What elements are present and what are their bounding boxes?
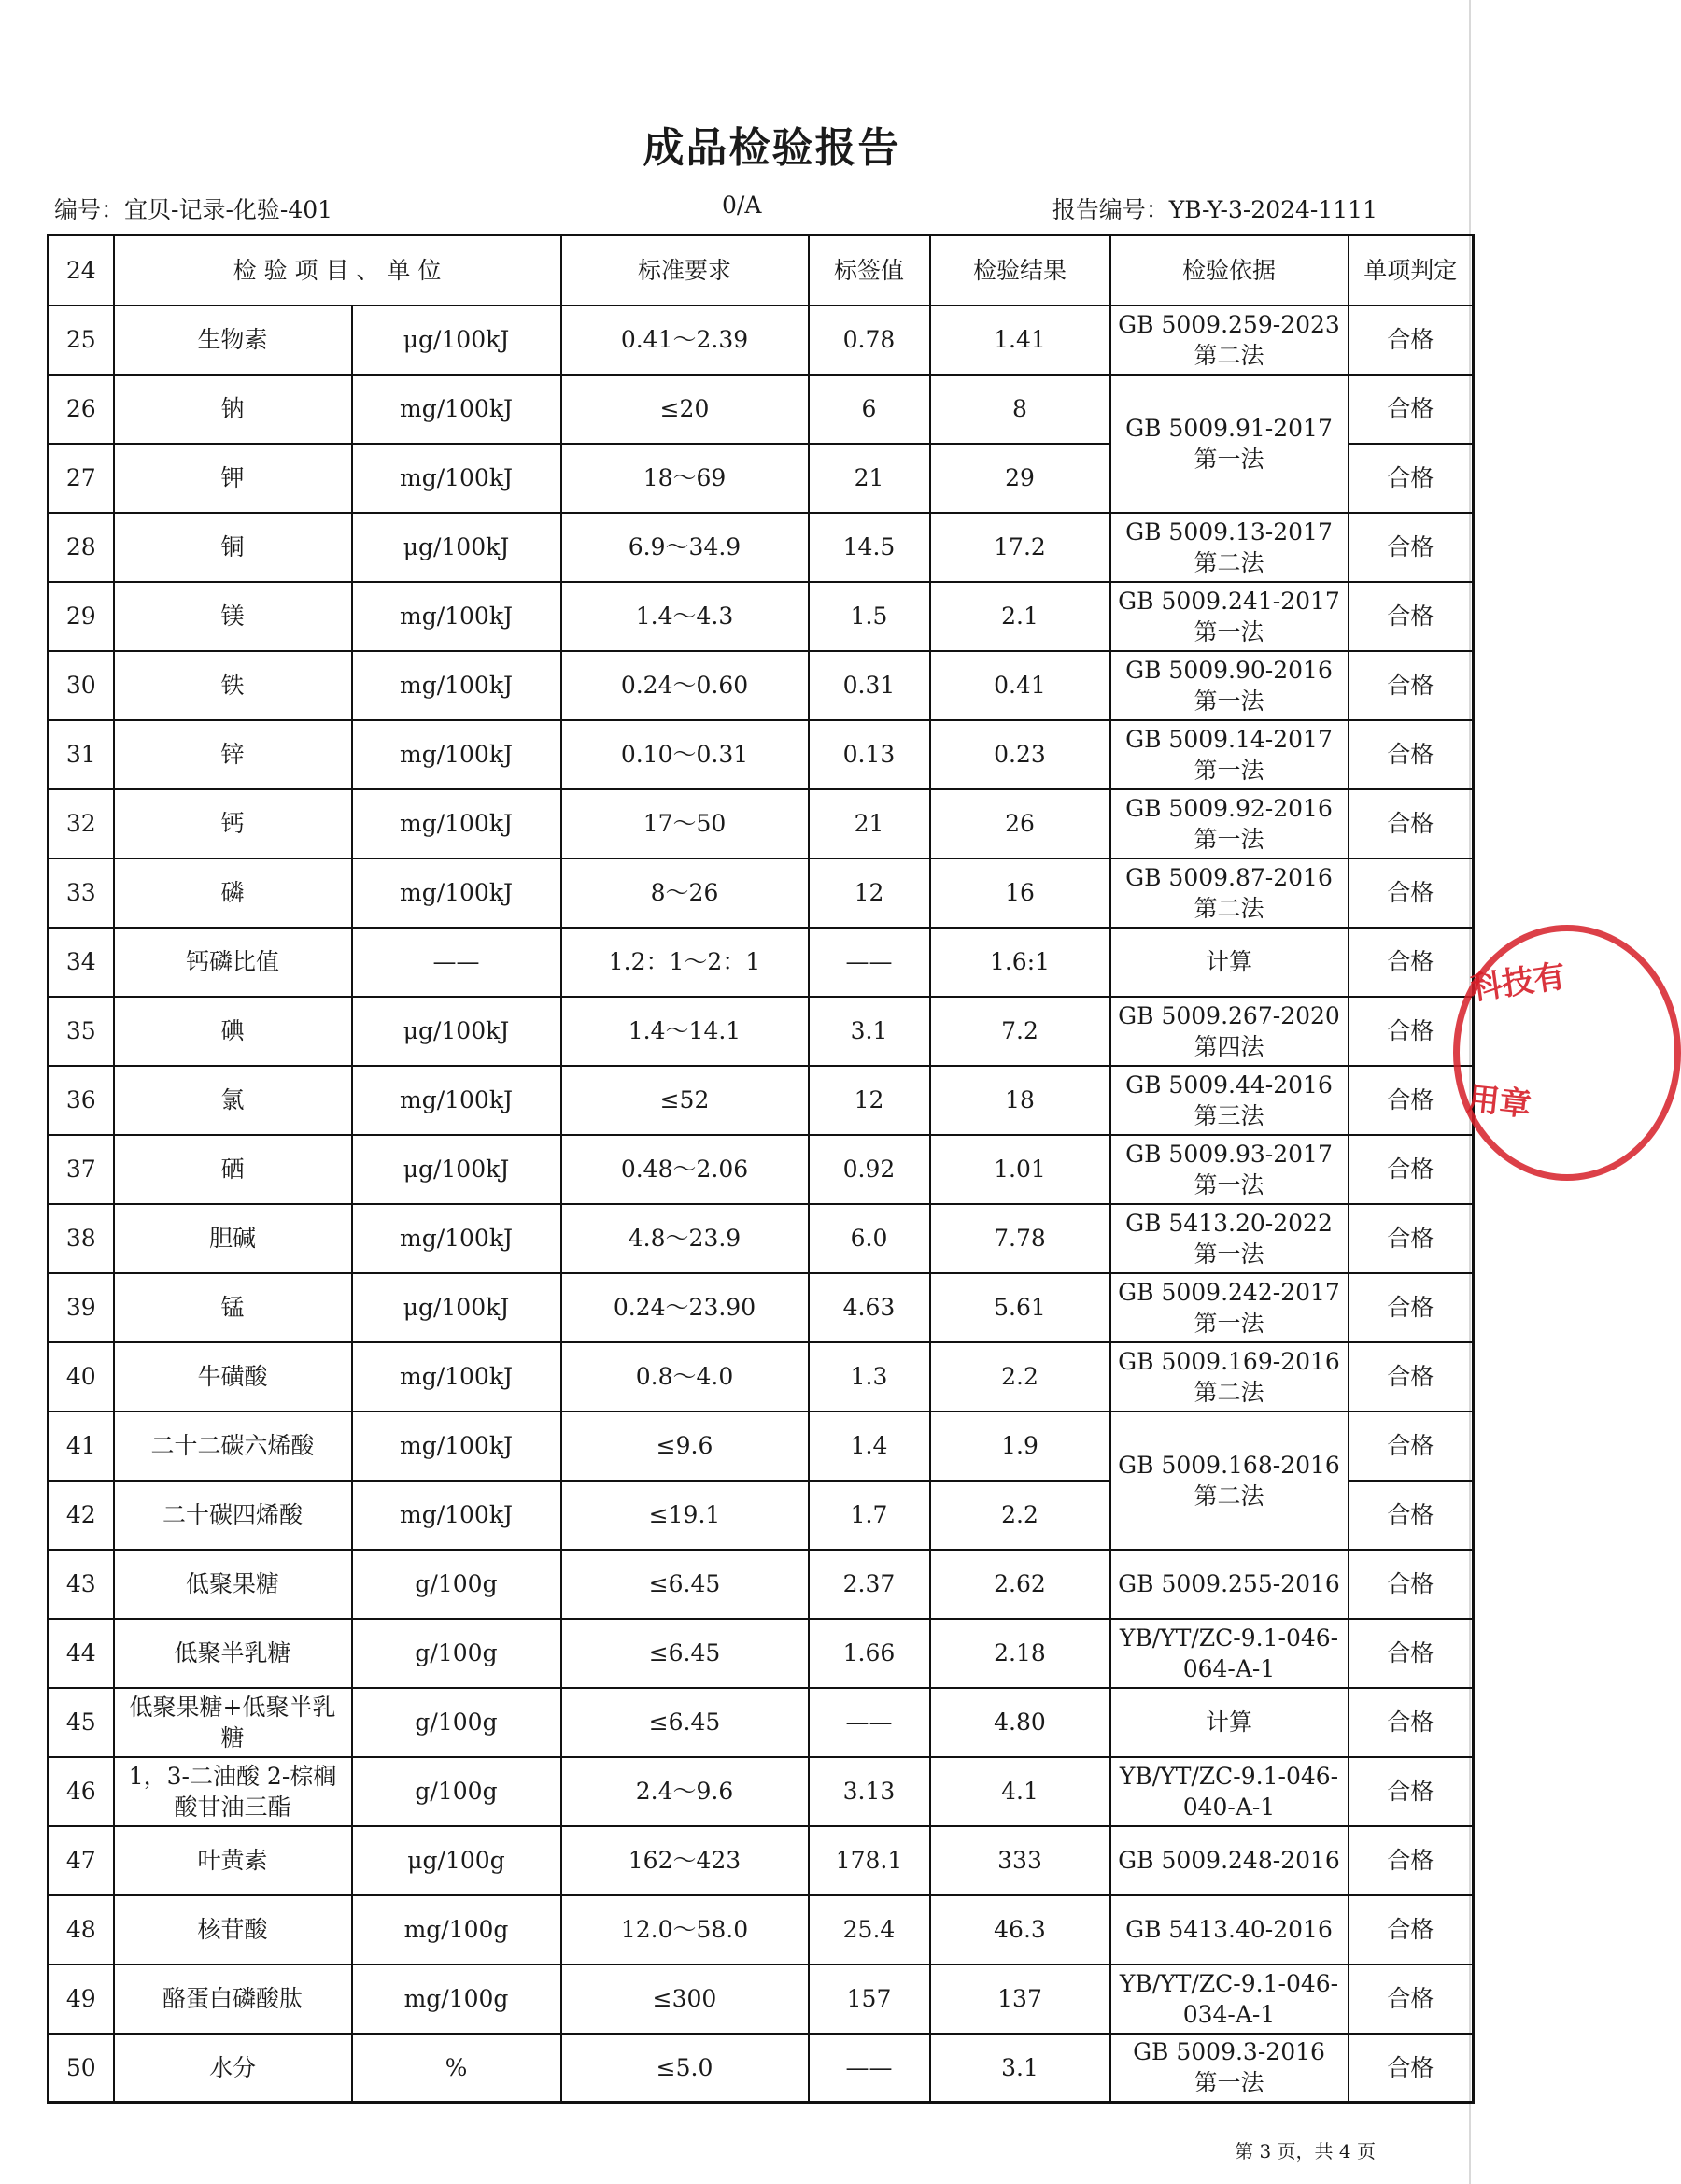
table-row [49,651,1474,720]
test-basis-line: 第一法 [1194,1170,1264,1198]
label-value: 2.37 [809,1550,930,1619]
row-number: 36 [49,1066,114,1135]
item-name: 牛磺酸 [114,1342,352,1411]
standard-requirement: ≤6.45 [561,1550,809,1619]
judgement: 合格 [1349,513,1474,582]
label-value: —— [809,928,930,997]
judgement: 合格 [1349,582,1474,651]
test-basis-line: GB 5009.241-2017 [1118,587,1340,615]
item-name: 锌 [114,720,352,789]
item-unit: mg/100g [352,1964,561,2034]
test-result: 17.2 [930,513,1110,582]
stamp-text-bottom: 用章 [1465,1080,1533,1125]
table-row [49,997,1474,1066]
item-unit: μg/100kJ [352,997,561,1066]
test-basis [1110,651,1349,720]
test-basis [1110,1964,1349,2034]
item-unit: mg/100kJ [352,720,561,789]
label-value: 178.1 [809,1826,930,1895]
item-unit: mg/100kJ [352,789,561,858]
test-basis [1110,2034,1349,2103]
row-number: 32 [49,789,114,858]
judgement: 合格 [1349,1066,1474,1135]
header-label-value: 标签值 [809,235,930,305]
row-number: 38 [49,1204,114,1273]
test-basis-line: GB 5009.3-2016 [1133,2038,1325,2066]
table-row [49,1273,1474,1342]
test-basis-line: GB 5009.93-2017 [1125,1140,1333,1168]
test-result: 2.2 [930,1342,1110,1411]
item-unit: μg/100kJ [352,305,561,375]
test-basis [1110,928,1349,997]
item-name: 低聚果糖 [114,1550,352,1619]
test-basis [1110,1895,1349,1964]
standard-requirement: 1.2：1～2：1 [561,928,809,997]
header-standard: 标准要求 [561,235,809,305]
standard-requirement: 17～50 [561,789,809,858]
inspection-table [47,234,1475,2104]
standard-requirement: ≤6.45 [561,1619,809,1688]
standard-requirement: 0.10～0.31 [561,720,809,789]
item-name: 磷 [114,858,352,928]
label-value: 0.92 [809,1135,930,1204]
item-name: 钠 [114,375,352,444]
test-basis [1110,1204,1349,1273]
judgement: 合格 [1349,1411,1474,1481]
item-name: 生物素 [114,305,352,375]
row-number: 44 [49,1619,114,1688]
test-result: 0.23 [930,720,1110,789]
test-result: 137 [930,1964,1110,2034]
table-header-row [49,235,1474,305]
header-result: 检验结果 [930,235,1110,305]
judgement: 合格 [1349,720,1474,789]
judgement: 合格 [1349,1273,1474,1342]
test-result: 4.80 [930,1688,1110,1757]
label-value: 157 [809,1964,930,2034]
row-number: 37 [49,1135,114,1204]
test-basis-line: 第二法 [1194,341,1264,369]
test-basis-line: 034-A-1 [1182,2000,1276,2028]
standard-requirement: 4.8～23.9 [561,1204,809,1273]
item-unit: μg/100g [352,1826,561,1895]
test-basis-line: GB 5009.267-2020 [1118,1001,1340,1029]
item-unit: mg/100kJ [352,1204,561,1273]
standard-requirement: 0.24～23.90 [561,1273,809,1342]
document-version: 0/A [722,191,762,219]
item-unit: g/100g [352,1688,561,1757]
row-number: 26 [49,375,114,444]
test-basis-line: GB 5009.90-2016 [1125,656,1333,684]
judgement: 合格 [1349,1964,1474,2034]
test-result: 3.1 [930,2034,1110,2103]
label-value: 0.78 [809,305,930,375]
row-number: 29 [49,582,114,651]
test-basis [1110,305,1349,375]
judgement: 合格 [1349,1550,1474,1619]
test-basis [1110,1826,1349,1895]
judgement: 合格 [1349,375,1474,444]
judgement: 合格 [1349,2034,1474,2103]
table-row [49,1826,1474,1895]
test-basis-line: 第一法 [1194,1309,1264,1337]
item-name: 氯 [114,1066,352,1135]
table-row [49,1135,1474,1204]
item-unit: mg/100kJ [352,375,561,444]
test-result: 46.3 [930,1895,1110,1964]
item-name: 核苷酸 [114,1895,352,1964]
label-value: 3.1 [809,997,930,1066]
judgement: 合格 [1349,1688,1474,1757]
item-unit: μg/100kJ [352,1273,561,1342]
table-row [49,1204,1474,1273]
row-number: 47 [49,1826,114,1895]
table-row [49,305,1474,375]
test-basis-line: 064-A-1 [1182,1654,1276,1682]
item-unit: % [352,2034,561,2103]
test-basis-line: 040-A-1 [1182,1793,1276,1821]
row-number: 28 [49,513,114,582]
item-name: 酪蛋白磷酸肽 [114,1964,352,2034]
judgement: 合格 [1349,1757,1474,1826]
test-basis [1110,375,1349,513]
test-basis [1110,1066,1349,1135]
test-result: 7.2 [930,997,1110,1066]
test-result: 7.78 [930,1204,1110,1273]
test-basis-line: 第二法 [1194,548,1264,576]
table-row [49,1066,1474,1135]
label-value: —— [809,2034,930,2103]
test-result: 16 [930,858,1110,928]
item-name: 镁 [114,582,352,651]
judgement: 合格 [1349,928,1474,997]
test-result: 333 [930,1826,1110,1895]
judgement: 合格 [1349,1481,1474,1550]
standard-requirement: 12.0～58.0 [561,1895,809,1964]
item-name: 碘 [114,997,352,1066]
row-number: 50 [49,2034,114,2103]
item-name: 钙 [114,789,352,858]
test-basis-line: 第一法 [1194,445,1264,473]
page-footer: 第 3 页，共 4 页 [1235,2140,1376,2163]
label-value: 1.3 [809,1342,930,1411]
item-name: 硒 [114,1135,352,1204]
standard-requirement: 6.9～34.9 [561,513,809,582]
standard-requirement: ≤52 [561,1066,809,1135]
row-number: 46 [49,1757,114,1826]
item-name: 胆碱 [114,1204,352,1273]
test-basis-line: 第二法 [1194,1378,1264,1406]
test-basis-line: GB 5009.44-2016 [1125,1071,1333,1099]
row-number: 43 [49,1550,114,1619]
test-result: 5.61 [930,1273,1110,1342]
table-row [49,1411,1474,1481]
standard-requirement: 0.8～4.0 [561,1342,809,1411]
test-basis-line: YB/YT/ZC-9.1-046- [1119,1969,1339,1997]
row-number: 33 [49,858,114,928]
test-basis-line: 第三法 [1194,1101,1264,1129]
item-unit: g/100g [352,1550,561,1619]
table-row [49,513,1474,582]
label-value: 1.7 [809,1481,930,1550]
test-result: 1.9 [930,1411,1110,1481]
test-result: 2.18 [930,1619,1110,1688]
test-basis [1110,858,1349,928]
table-row [49,1619,1474,1688]
judgement: 合格 [1349,1342,1474,1411]
item-unit: mg/100kJ [352,1342,561,1411]
standard-requirement: ≤20 [561,375,809,444]
test-result: 18 [930,1066,1110,1135]
test-basis-line: 第一法 [1194,687,1264,715]
test-basis-line: YB/YT/ZC-9.1-046- [1119,1624,1339,1652]
label-value: 4.63 [809,1273,930,1342]
label-value: 25.4 [809,1895,930,1964]
row-number: 34 [49,928,114,997]
label-value: 21 [809,789,930,858]
label-value: 6.0 [809,1204,930,1273]
judgement: 合格 [1349,1895,1474,1964]
judgement: 合格 [1349,1135,1474,1204]
test-basis-line: GB 5009.92-2016 [1125,794,1333,822]
item-name: 铜 [114,513,352,582]
document-code: 编号：宜贝-记录-化验-401 [54,196,333,223]
test-basis-line: 第一法 [1194,617,1264,645]
test-basis-line: 计算 [1205,948,1252,975]
item-name: 锰 [114,1273,352,1342]
table-row [49,582,1474,651]
table-row [49,2034,1474,2103]
table-row [49,1688,1474,1757]
row-number: 48 [49,1895,114,1964]
label-value: 3.13 [809,1757,930,1826]
test-basis [1110,1135,1349,1204]
standard-requirement: 0.41～2.39 [561,305,809,375]
item-unit: mg/100kJ [352,651,561,720]
header-number: 24 [49,235,114,305]
standard-requirement: 0.48～2.06 [561,1135,809,1204]
test-basis-line: GB 5009.168-2016 [1118,1451,1340,1479]
test-basis [1110,1757,1349,1826]
test-basis-line: GB 5009.13-2017 [1125,518,1333,546]
test-result: 2.62 [930,1550,1110,1619]
row-number: 31 [49,720,114,789]
standard-requirement: ≤5.0 [561,2034,809,2103]
label-value: 1.5 [809,582,930,651]
row-number: 49 [49,1964,114,2034]
test-basis [1110,1688,1349,1757]
test-result: 4.1 [930,1757,1110,1826]
page-title: 成品检验报告 [643,124,901,172]
standard-requirement: 162～423 [561,1826,809,1895]
item-name: 叶黄素 [114,1826,352,1895]
test-result: 2.1 [930,582,1110,651]
item-name: 钾 [114,444,352,513]
test-basis-line: 第一法 [1194,825,1264,853]
test-basis-line: 第一法 [1194,2069,1264,2097]
label-value: 12 [809,1066,930,1135]
header-basis: 检验依据 [1110,235,1349,305]
item-name: 二十二碳六烯酸 [114,1411,352,1481]
standard-requirement: ≤6.45 [561,1688,809,1757]
judgement: 合格 [1349,997,1474,1066]
judgement: 合格 [1349,1619,1474,1688]
test-basis-line: 第二法 [1194,1482,1264,1510]
item-unit: g/100g [352,1619,561,1688]
report-number: 报告编号：YB-Y-3-2024-1111 [1052,196,1377,223]
test-basis [1110,1411,1349,1550]
judgement: 合格 [1349,305,1474,375]
test-basis [1110,997,1349,1066]
test-basis-line: GB 5009.248-2016 [1118,1847,1340,1874]
standard-requirement: ≤19.1 [561,1481,809,1550]
test-basis-line: GB 5009.169-2016 [1118,1347,1340,1375]
test-basis-line: 第四法 [1194,1032,1264,1060]
label-value: 0.31 [809,651,930,720]
item-unit: μg/100kJ [352,513,561,582]
item-unit: μg/100kJ [352,1135,561,1204]
item-unit: mg/100kJ [352,1411,561,1481]
item-unit: mg/100kJ [352,582,561,651]
item-name: 铁 [114,651,352,720]
row-number: 25 [49,305,114,375]
item-unit: mg/100g [352,1895,561,1964]
row-number: 35 [49,997,114,1066]
table-row [49,1895,1474,1964]
row-number: 27 [49,444,114,513]
standard-requirement: 2.4～9.6 [561,1757,809,1826]
item-unit: mg/100kJ [352,1066,561,1135]
item-name: 钙磷比值 [114,928,352,997]
item-unit: mg/100kJ [352,444,561,513]
test-basis-line: 第二法 [1194,894,1264,922]
test-basis-line: GB 5009.255-2016 [1118,1570,1340,1597]
test-basis-line: 第一法 [1194,756,1264,784]
label-value: 1.4 [809,1411,930,1481]
label-value: 1.66 [809,1619,930,1688]
item-unit: g/100g [352,1757,561,1826]
label-value: 14.5 [809,513,930,582]
test-result: 26 [930,789,1110,858]
table-row [49,1342,1474,1411]
item-name: 低聚半乳糖 [114,1619,352,1688]
test-result: 1.6:1 [930,928,1110,997]
table-row [49,375,1474,444]
row-number: 30 [49,651,114,720]
row-number: 39 [49,1273,114,1342]
label-value: 0.13 [809,720,930,789]
standard-requirement: 0.24～0.60 [561,651,809,720]
judgement: 合格 [1349,1204,1474,1273]
judgement: 合格 [1349,858,1474,928]
test-basis-line: 第一法 [1194,1240,1264,1268]
item-name: 1，3-二油酸 2-棕榈酸甘油三酯 [114,1757,352,1826]
label-value: 12 [809,858,930,928]
test-basis-line: GB 5009.91-2017 [1125,414,1333,442]
test-result: 8 [930,375,1110,444]
header-judgement: 单项判定 [1349,235,1474,305]
test-basis [1110,720,1349,789]
test-basis [1110,513,1349,582]
test-basis [1110,789,1349,858]
row-number: 45 [49,1688,114,1757]
judgement: 合格 [1349,789,1474,858]
test-basis [1110,1550,1349,1619]
standard-requirement: 8～26 [561,858,809,928]
item-unit: mg/100kJ [352,858,561,928]
table-row [49,928,1474,997]
test-basis-line: GB 5413.20-2022 [1125,1209,1333,1237]
item-name: 低聚果糖+低聚半乳糖 [114,1688,352,1757]
test-basis-line: GB 5009.87-2016 [1125,863,1333,891]
test-basis [1110,1619,1349,1688]
test-result: 1.01 [930,1135,1110,1204]
test-basis-line: 计算 [1205,1709,1252,1736]
standard-requirement: 18～69 [561,444,809,513]
test-result: 29 [930,444,1110,513]
table-row [49,1757,1474,1826]
standard-requirement: 1.4～14.1 [561,997,809,1066]
standard-requirement: ≤9.6 [561,1411,809,1481]
standard-requirement: ≤300 [561,1964,809,2034]
label-value: 21 [809,444,930,513]
table-row [49,1550,1474,1619]
item-unit: mg/100kJ [352,1481,561,1550]
item-unit: —— [352,928,561,997]
item-name: 水分 [114,2034,352,2103]
label-value: —— [809,1688,930,1757]
judgement: 合格 [1349,651,1474,720]
test-result: 2.2 [930,1481,1110,1550]
item-name: 二十碳四烯酸 [114,1481,352,1550]
table-row [49,1964,1474,2034]
judgement: 合格 [1349,444,1474,513]
row-number: 41 [49,1411,114,1481]
test-basis-line: YB/YT/ZC-9.1-046- [1119,1762,1339,1790]
header-item-unit: 检 验 项 目 、 单 位 [114,235,561,305]
stamp-text-top: 科技有 [1468,957,1568,1008]
label-value: 6 [809,375,930,444]
row-number: 40 [49,1342,114,1411]
table-row [49,720,1474,789]
standard-requirement: 1.4～4.3 [561,582,809,651]
table-row [49,858,1474,928]
test-result: 0.41 [930,651,1110,720]
test-basis-line: GB 5413.40-2016 [1125,1916,1333,1943]
test-basis-line: GB 5009.259-2023 [1118,310,1340,338]
test-basis [1110,1342,1349,1411]
row-number: 42 [49,1481,114,1550]
test-basis-line: GB 5009.14-2017 [1125,725,1333,753]
test-basis [1110,1273,1349,1342]
test-basis-line: GB 5009.242-2017 [1118,1278,1340,1306]
test-basis [1110,582,1349,651]
judgement: 合格 [1349,1826,1474,1895]
test-result: 1.41 [930,305,1110,375]
table-row [49,789,1474,858]
